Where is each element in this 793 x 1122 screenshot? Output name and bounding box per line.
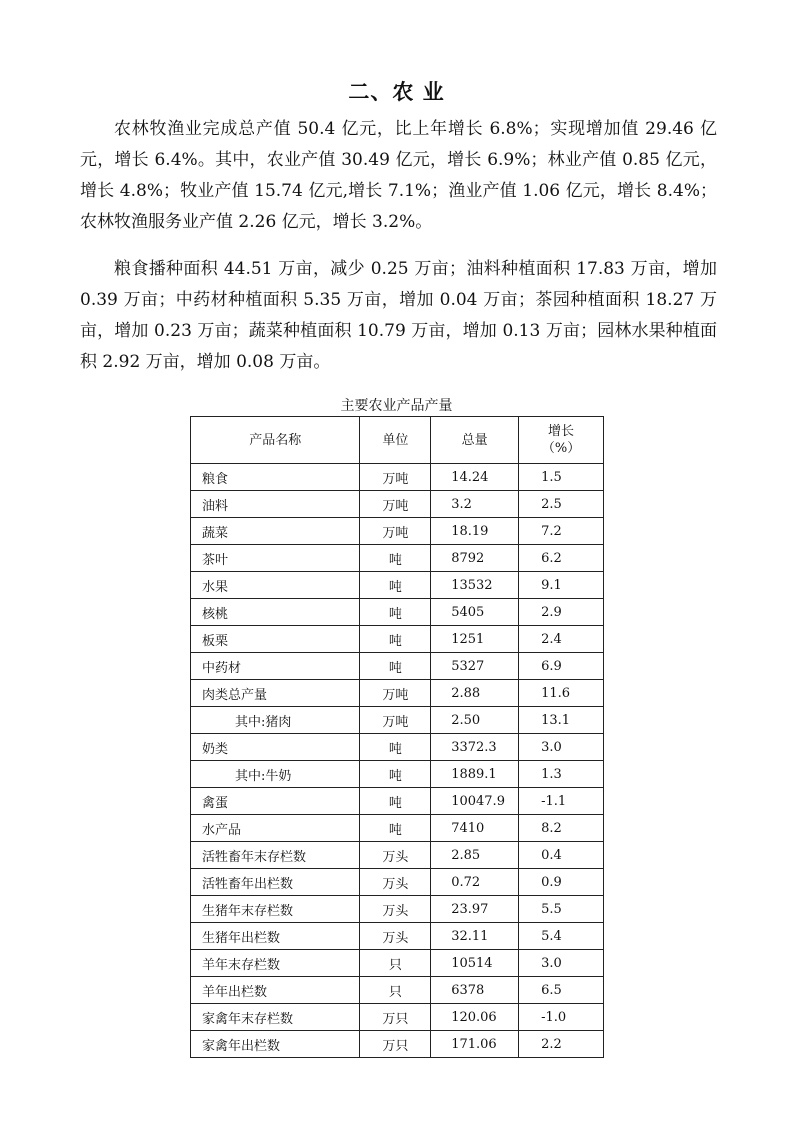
table-row — [191, 626, 604, 653]
cell-growth: 2.4 — [519, 626, 604, 653]
header-growth-line1: 增长 — [548, 424, 575, 439]
cell-unit: 吨 — [360, 653, 431, 680]
cell-unit: 万吨 — [360, 491, 431, 518]
agri-products-table — [190, 416, 604, 1058]
cell-product-name: 羊年末存栏数 — [191, 950, 360, 977]
cell-product-name: 茶叶 — [191, 545, 360, 572]
cell-growth: 11.6 — [519, 680, 604, 707]
table-row — [191, 680, 604, 707]
table-row — [191, 788, 604, 815]
cell-unit: 万只 — [360, 1031, 431, 1058]
cell-product-name: 粮食 — [191, 464, 360, 491]
table-row — [191, 977, 604, 1004]
cell-total: 13532 — [431, 572, 519, 599]
cell-product-name: 奶类 — [191, 734, 360, 761]
cell-total: 2.85 — [431, 842, 519, 869]
cell-total: 0.72 — [431, 869, 519, 896]
cell-growth: 6.9 — [519, 653, 604, 680]
cell-total: 23.97 — [431, 896, 519, 923]
cell-total: 18.19 — [431, 518, 519, 545]
cell-unit: 万吨 — [360, 464, 431, 491]
cell-growth: 7.2 — [519, 518, 604, 545]
paragraph-output-value: 农林牧渔业完成总产值 50.4 亿元，比上年增长 6.8%；实现增加值 29.46 亿元，增长 6.4%。其中，农业产值 30.49 亿元，增长 6.9%；林业产值 0.85 亿元，增长 4.8%；牧业产值 15.74 亿元,增长 7.1%；渔业产值 1.06 亿元，增长 8.4%；农林牧渔服务业产值 2.26 亿元，增长 3.2%。 — [80, 119, 717, 232]
table-row — [191, 950, 604, 977]
cell-unit: 吨 — [360, 545, 431, 572]
table-row — [191, 842, 604, 869]
table-row — [191, 653, 604, 680]
table-row — [191, 869, 604, 896]
cell-product-name: 家禽年末存栏数 — [191, 1004, 360, 1031]
table-row — [191, 1004, 604, 1031]
cell-product-name: 活牲畜年出栏数 — [191, 869, 360, 896]
cell-growth: 2.9 — [519, 599, 604, 626]
cell-growth: 0.9 — [519, 869, 604, 896]
cell-product-name: 家禽年出栏数 — [191, 1031, 360, 1058]
cell-total: 10047.9 — [431, 788, 519, 815]
cell-growth: 0.4 — [519, 842, 604, 869]
cell-unit: 吨 — [360, 734, 431, 761]
cell-total: 8792 — [431, 545, 519, 572]
cell-total: 1251 — [431, 626, 519, 653]
cell-total: 3372.3 — [431, 734, 519, 761]
cell-total: 1889.1 — [431, 761, 519, 788]
header-growth-line2: （%） — [541, 441, 581, 456]
header-product-name: 产品名称 — [191, 417, 360, 464]
cell-product-name: 水产品 — [191, 815, 360, 842]
cell-unit: 万吨 — [360, 518, 431, 545]
cell-product-name: 活牲畜年末存栏数 — [191, 842, 360, 869]
cell-total: 2.50 — [431, 707, 519, 734]
table-header-row — [191, 417, 604, 464]
cell-unit: 万头 — [360, 842, 431, 869]
cell-growth: 2.5 — [519, 491, 604, 518]
cell-total: 7410 — [431, 815, 519, 842]
cell-unit: 万头 — [360, 869, 431, 896]
cell-unit: 万头 — [360, 896, 431, 923]
paragraph-planting-area: 粮食播种面积 44.51 万亩，减少 0.25 万亩；油料种植面积 17.83 万亩，增加 0.39 万亩；中药材种植面积 5.35 万亩，增加 0.04 万亩；茶园种植面积 18.27 万亩，增加 0.23 万亩；蔬菜种植面积 10.79 万亩，增加 0.13 万亩；园林水果种植面积 2.92 万亩，增加 0.08 万亩。 — [80, 259, 717, 372]
cell-total: 5327 — [431, 653, 519, 680]
cell-unit: 吨 — [360, 815, 431, 842]
cell-unit: 只 — [360, 977, 431, 1004]
cell-product-name: 禽蛋 — [191, 788, 360, 815]
cell-total: 32.11 — [431, 923, 519, 950]
cell-growth: 8.2 — [519, 815, 604, 842]
cell-unit: 吨 — [360, 788, 431, 815]
cell-unit: 吨 — [360, 626, 431, 653]
table-row — [191, 491, 604, 518]
cell-product-name: 羊年出栏数 — [191, 977, 360, 1004]
cell-total: 10514 — [431, 950, 519, 977]
table-row — [191, 761, 604, 788]
table-row — [191, 572, 604, 599]
cell-product-name: 肉类总产量 — [191, 680, 360, 707]
cell-total: 3.2 — [431, 491, 519, 518]
cell-product-name: 生猪年末存栏数 — [191, 896, 360, 923]
table-row — [191, 464, 604, 491]
header-growth — [519, 417, 604, 464]
cell-unit: 吨 — [360, 572, 431, 599]
table-row — [191, 734, 604, 761]
cell-product-name: 其中:牛奶 — [191, 761, 360, 788]
cell-product-name: 水果 — [191, 572, 360, 599]
cell-product-name: 板栗 — [191, 626, 360, 653]
cell-growth: -1.1 — [519, 788, 604, 815]
table-row — [191, 815, 604, 842]
cell-unit: 只 — [360, 950, 431, 977]
cell-unit: 吨 — [360, 599, 431, 626]
cell-product-name: 蔬菜 — [191, 518, 360, 545]
cell-unit: 万吨 — [360, 680, 431, 707]
cell-growth: -1.0 — [519, 1004, 604, 1031]
header-total: 总量 — [431, 417, 519, 464]
cell-growth: 9.1 — [519, 572, 604, 599]
cell-unit: 万吨 — [360, 707, 431, 734]
cell-unit: 万头 — [360, 923, 431, 950]
cell-growth: 3.0 — [519, 734, 604, 761]
cell-growth: 5.4 — [519, 923, 604, 950]
cell-total: 5405 — [431, 599, 519, 626]
table-row — [191, 1031, 604, 1058]
cell-total: 6378 — [431, 977, 519, 1004]
cell-product-name: 中药材 — [191, 653, 360, 680]
table-row — [191, 707, 604, 734]
table-row — [191, 896, 604, 923]
cell-unit: 吨 — [360, 761, 431, 788]
cell-total: 2.88 — [431, 680, 519, 707]
cell-growth: 2.2 — [519, 1031, 604, 1058]
cell-product-name: 核桃 — [191, 599, 360, 626]
cell-product-name: 油料 — [191, 491, 360, 518]
table-row — [191, 545, 604, 572]
table-row — [191, 599, 604, 626]
cell-total: 171.06 — [431, 1031, 519, 1058]
table-row — [191, 518, 604, 545]
cell-growth: 1.5 — [519, 464, 604, 491]
cell-total: 14.24 — [431, 464, 519, 491]
section-title: 二、农 业 — [348, 80, 445, 104]
cell-growth: 13.1 — [519, 707, 604, 734]
cell-product-name: 其中:猪肉 — [191, 707, 360, 734]
cell-growth: 3.0 — [519, 950, 604, 977]
cell-growth: 6.5 — [519, 977, 604, 1004]
cell-growth: 6.2 — [519, 545, 604, 572]
cell-product-name: 生猪年出栏数 — [191, 923, 360, 950]
table-caption: 主要农业产品产量 — [340, 398, 453, 414]
cell-growth: 1.3 — [519, 761, 604, 788]
table-row — [191, 923, 604, 950]
cell-growth: 5.5 — [519, 896, 604, 923]
cell-total: 120.06 — [431, 1004, 519, 1031]
table-body — [191, 464, 604, 1058]
header-unit: 单位 — [360, 417, 431, 464]
cell-unit: 万只 — [360, 1004, 431, 1031]
